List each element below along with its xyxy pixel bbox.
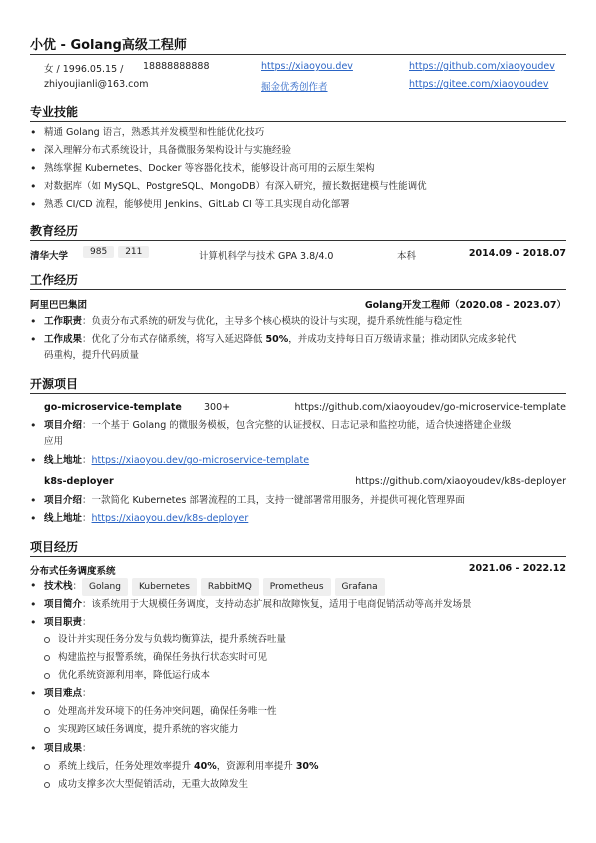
section-title-opensource: 开源项目 xyxy=(30,377,79,391)
gender-birth: 女 / 1996.05.15 / xyxy=(44,64,124,75)
project1-repo[interactable]: https://github.com/xiaoyoudev/go-microservice-template xyxy=(294,402,566,413)
project2-name: k8s-deployer xyxy=(44,476,114,487)
skill-item: • 熟练掌握 Kubernetes、Docker 等容器化技术，能够设计高可用的云原生架构 xyxy=(30,161,566,177)
juejin-link[interactable]: 掘金优秀创作者 xyxy=(261,82,328,93)
section-title-education: 教育经历 xyxy=(30,224,79,238)
section-title-skills: 专业技能 xyxy=(30,105,79,119)
candidate-name: 小优 - Golang高级工程师 xyxy=(30,38,187,53)
stack-tag: Golang xyxy=(82,578,128,596)
degree: 本科 xyxy=(397,251,417,262)
stack-tag: RabbitMQ xyxy=(201,578,259,596)
project-duty-item: 设计并实现任务分发与负载均衡算法，提升系统吞吐量 xyxy=(44,632,564,648)
school-name: 清华大学 xyxy=(30,251,69,262)
project-name: 分布式任务调度系统 xyxy=(30,566,116,577)
section-title-projects: 项目经历 xyxy=(30,540,79,554)
projects-divider xyxy=(30,556,566,557)
project-difficulty-label: • 项目难点： xyxy=(30,686,566,702)
project-difficulty-item: 处理高并发环境下的任务冲突问题，确保任务唯一性 xyxy=(44,704,564,720)
project-result-item: 系统上线后，任务处理效率提升 40%，资源利用率提升 30% xyxy=(44,759,564,775)
project-intro: • 项目简介：该系统用于大规模任务调度，支持动态扩展和故障恢复，适用于电商促销活动等高并发场景 xyxy=(30,597,566,613)
major: 计算机科学与技术 GPA 3.8/4.0 xyxy=(199,251,334,262)
project2-repo[interactable]: https://github.com/xiaoyoudev/k8s-deployer xyxy=(355,476,566,487)
work-result: • 工作成果：优化了分布式存储系统，将写入延迟降低 50%，并成功支持每日百万级请求量；推动团队完成多轮代 码重构，提升代码质量 xyxy=(30,332,566,364)
project1-name: go-microservice-template xyxy=(44,402,182,413)
project-duty-item: 构建监控与报警系统，确保任务执行状态实时可见 xyxy=(44,650,564,666)
website-link[interactable]: https://xiaoyou.dev xyxy=(261,61,353,72)
education-period: 2014.09 - 2018.07 xyxy=(468,248,566,259)
project-stack: • 技术栈： Golang Kubernetes RabbitMQ Prometheus Grafana xyxy=(30,578,566,596)
opensource-divider xyxy=(30,393,566,394)
project-period: 2021.06 - 2022.12 xyxy=(468,563,566,574)
school-tag: 211 xyxy=(118,246,149,258)
work-divider xyxy=(30,289,566,290)
phone: 18888888888 xyxy=(143,61,210,72)
project-duty-item: 优化系统资源利用率，降低运行成本 xyxy=(44,668,564,684)
project2-intro: • 项目介绍：一款简化 Kubernetes 部署流程的工具，支持一键部署常用服务，并提供可视化管理界面 xyxy=(30,493,566,509)
project-duty-label: • 项目职责： xyxy=(30,615,566,631)
school-tags xyxy=(83,246,153,258)
skills-divider xyxy=(30,121,566,122)
project1-stars: 300+ xyxy=(204,402,231,413)
gitee-link[interactable]: https://gitee.com/xiaoyoudev xyxy=(409,79,549,90)
project1-intro: • 项目介绍：一个基于 Golang 的微服务模板，包含完整的认证授权、日志记录和监控功能，适合快速搭建企业级 应用 xyxy=(30,418,566,450)
project-result-label: • 项目成果： xyxy=(30,741,566,757)
project2-online-link[interactable]: https://xiaoyou.dev/k8s-deployer xyxy=(91,513,249,524)
section-title-work: 工作经历 xyxy=(30,273,79,287)
company-name: 阿里巴巴集团 xyxy=(30,300,88,311)
project1-online: • 线上地址：https://xiaoyou.dev/go-microservice-template xyxy=(30,453,566,469)
header-divider xyxy=(30,54,566,55)
education-divider xyxy=(30,240,566,241)
github-link[interactable]: https://github.com/xiaoyoudev xyxy=(409,61,555,72)
project2-online: • 线上地址：https://xiaoyou.dev/k8s-deployer xyxy=(30,511,566,527)
skill-item: • 深入理解分布式系统设计，具备微服务架构设计与实施经验 xyxy=(30,143,566,159)
project-result-item: 成功支撑多次大型促销活动，无重大故障发生 xyxy=(44,777,564,793)
email: zhiyoujianli@163.com xyxy=(44,79,149,90)
skill-item: • 对数据库（如 MySQL、PostgreSQL、MongoDB）有深入研究，擅长数据建模与性能调优 xyxy=(30,179,566,195)
project1-online-link[interactable]: https://xiaoyou.dev/go-microservice-template xyxy=(91,455,310,466)
stack-tag: Kubernetes xyxy=(132,578,197,596)
work-duty: • 工作职责：负责分布式系统的研发与优化，主导多个核心模块的设计与实现，提升系统性能与稳定性 xyxy=(30,314,566,330)
project-difficulty-item: 实现跨区域任务调度，提升系统的容灾能力 xyxy=(44,722,564,738)
job-role: Golang开发工程师（2020.08 - 2023.07） xyxy=(364,300,566,311)
stack-tag: Grafana xyxy=(335,578,385,596)
skill-item: • 熟悉 CI/CD 流程，能够使用 Jenkins、GitLab CI 等工具实现自动化部署 xyxy=(30,197,566,213)
stack-tag: Prometheus xyxy=(263,578,331,596)
school-tag: 985 xyxy=(83,246,114,258)
skill-item: • 精通 Golang 语言，熟悉其并发模型和性能优化技巧 xyxy=(30,125,566,141)
